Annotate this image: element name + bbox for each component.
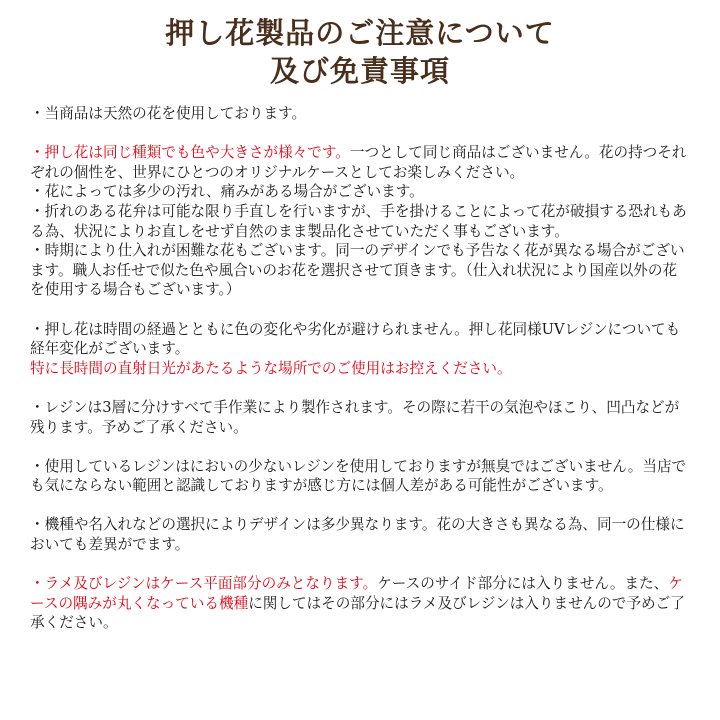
title-line-1: 押し花製品のご注意について — [165, 16, 555, 50]
notice-text: ・機種や名入れなどの選択によりデザインは多少異なります。花の大きさも異なる為、同一の仕様においても差異がでます。 — [30, 516, 685, 554]
notice-glitter-resin — [30, 574, 690, 633]
notice-stains — [30, 182, 690, 202]
notice-aging — [30, 320, 690, 379]
notice-text: ・花によっては多少の汚れ、痛みがある場合がございます。 — [30, 183, 424, 201]
notice-resin-layers — [30, 398, 690, 437]
notice-text: 一つとして同じ商品はございません。花の持つそれぞれの個性を、世界にひとつのオリジナルケースとしてお楽しみください。 — [30, 144, 687, 181]
notice-highlight: 特に長時間の直射日光があたるような場所でのご使用はお控えください。 — [30, 359, 512, 377]
notice-folded-petals — [30, 202, 690, 241]
notice-text: ・時期により仕入れが困難な花もございます。同一のデザインでも予告なく花が異なる場合がございます。職人お任せで似た色や風合いのお花を選択させて頂きます。（仕入れ状況により国産以外の花を使用する場合もございます。） — [30, 242, 685, 299]
notice-text: ・当商品は天然の花を使用しております。 — [30, 105, 307, 122]
notice-text: に関してはその部分にはラメ及びレジンは入りませんので予めご了承ください。 — [30, 594, 685, 632]
notice-natural-flowers — [30, 104, 690, 124]
notice-text: ・押し花は時間の経過とともに色の変化や劣化が避けられません。押し花同様UVレジンについても経年変化がございます。 — [30, 320, 681, 358]
notice-resin-odor — [30, 457, 690, 496]
page-title — [30, 14, 690, 90]
notice-highlight: ・ラメ及びレジンはケース平面部分のみとなります。 — [30, 575, 378, 593]
notice-text: ・使用しているレジンはにおいの少ないレジンを使用しておりますが無臭ではございません。当店でも気にならない範囲と認識しておりますが感じ方には個人差がある可能性がございます。 — [30, 457, 687, 495]
notice-highlight: ・押し花は同じ種類でも色や大きさが様々です。 — [30, 144, 350, 162]
notice-text: ・折れのある花弁は可能な限り手直しを行いますが、手を掛けることによって花が破損する恐れもある為、状況によりお直しをせず自然のまま製品化させていただく事もございます。 — [30, 202, 687, 240]
notice-body — [30, 104, 690, 633]
title-line-2: 及び免責事項 — [269, 54, 450, 88]
notice-design-differences — [30, 515, 690, 554]
notice-highlight: ケースの隅みが丸くなっている機種 — [30, 575, 683, 612]
notice-text: ・レジンは3層に分けすべて手作業により製作されます。その際に若干の気泡やほこり、凹凸などが残ります。予めご了承ください。 — [30, 398, 680, 436]
notice-variation — [30, 143, 690, 182]
notice-text: ケースのサイド部分には入りません。また、 — [377, 575, 669, 593]
notice-sourcing — [30, 241, 690, 300]
